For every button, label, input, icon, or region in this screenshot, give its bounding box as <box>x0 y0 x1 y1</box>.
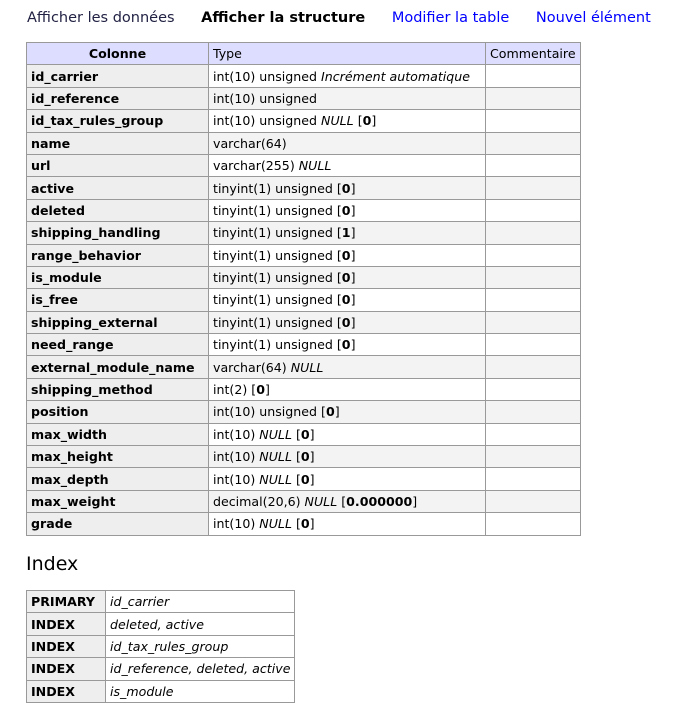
index-type: INDEX <box>27 613 106 635</box>
default-value: 0 <box>300 449 310 465</box>
type-extra: Incrément automatique <box>321 68 471 84</box>
column-type <box>209 87 486 109</box>
default-value: 0 <box>341 180 351 196</box>
type-text: tinyint(1) unsigned <box>213 247 333 263</box>
column-type: tinyint(1) unsigned [0] <box>209 311 486 333</box>
header-column: Colonne <box>27 43 209 65</box>
show-data-link[interactable]: Afficher les données <box>27 10 175 26</box>
default-value: 0 <box>341 337 351 353</box>
table-row <box>27 87 581 109</box>
column-comment <box>486 356 581 378</box>
column-type: int(10) NULL [0] <box>209 468 486 490</box>
column-comment <box>486 154 581 176</box>
column-type: int(2) [0] <box>209 378 486 400</box>
table-row <box>27 468 581 490</box>
column-name <box>27 132 209 154</box>
column-name <box>27 378 209 400</box>
index-row <box>27 658 295 680</box>
column-name-text: name <box>31 135 71 151</box>
alter-table-link[interactable]: Modifier la table <box>391 10 510 26</box>
column-type: tinyint(1) unsigned [0] <box>209 244 486 266</box>
default-value: 0 <box>300 426 310 442</box>
type-text: varchar(64) <box>213 359 287 375</box>
column-name <box>27 468 209 490</box>
type-text: int(10) <box>213 426 256 442</box>
table-nav <box>27 10 673 26</box>
column-name-text: url <box>31 158 51 174</box>
type-extra: NULL <box>298 158 332 174</box>
column-type <box>209 132 486 154</box>
column-comment <box>486 401 581 423</box>
column-type: tinyint(1) unsigned [0] <box>209 199 486 221</box>
index-table <box>26 590 295 703</box>
default-value: 0 <box>362 113 372 129</box>
table-row <box>27 266 581 288</box>
column-type: tinyint(1) unsigned [0] <box>209 334 486 356</box>
column-comment <box>486 289 581 311</box>
structure-header-row <box>27 43 581 65</box>
index-columns <box>106 635 295 657</box>
column-comment <box>486 177 581 199</box>
column-name-text: id_tax_rules_group <box>31 113 164 129</box>
new-item-link[interactable]: Nouvel élément <box>535 10 651 26</box>
column-type <box>209 65 486 87</box>
column-comment <box>486 513 581 535</box>
column-name-text: shipping_method <box>31 382 153 398</box>
column-name-text: external_module_name <box>31 359 195 375</box>
column-type: int(10) unsigned [0] <box>209 401 486 423</box>
column-name-text: shipping_handling <box>31 225 161 241</box>
type-text: tinyint(1) unsigned <box>213 225 333 241</box>
type-text: tinyint(1) unsigned <box>213 270 333 286</box>
type-text: varchar(64) <box>213 135 287 151</box>
column-name <box>27 199 209 221</box>
table-row <box>27 222 581 244</box>
type-extra: NULL <box>259 516 292 532</box>
column-name-text: is_module <box>31 270 102 286</box>
table-row <box>27 446 581 468</box>
index-columns <box>106 613 295 635</box>
default-value: 0.000000 <box>346 494 413 509</box>
column-name <box>27 110 209 132</box>
default-value: 0 <box>300 516 310 532</box>
type-text: tinyint(1) unsigned <box>213 314 333 330</box>
index-heading: Index <box>26 553 79 575</box>
column-comment <box>486 65 581 87</box>
type-extra: NULL <box>304 494 338 509</box>
type-text: varchar(255) <box>213 158 295 174</box>
index-columns-text: id_tax_rules_group <box>110 638 229 654</box>
table-row <box>27 401 581 423</box>
table-row <box>27 378 581 400</box>
column-comment <box>486 334 581 356</box>
table-row <box>27 289 581 311</box>
column-name <box>27 266 209 288</box>
default-value: 0 <box>325 404 335 420</box>
column-name-text: is_free <box>31 292 78 308</box>
column-comment <box>486 490 581 512</box>
column-comment <box>486 311 581 333</box>
type-text: tinyint(1) unsigned <box>213 292 333 308</box>
column-name <box>27 289 209 311</box>
column-name-text: id_reference <box>31 90 120 106</box>
column-name <box>27 513 209 535</box>
table-row <box>27 132 581 154</box>
index-row <box>27 680 295 702</box>
column-type: tinyint(1) unsigned [0] <box>209 289 486 311</box>
column-name-text: need_range <box>31 337 114 353</box>
table-row <box>27 311 581 333</box>
structure-table <box>26 42 581 536</box>
type-extra: NULL <box>259 449 292 465</box>
index-columns <box>106 680 295 702</box>
column-type: int(10) unsigned NULL [0] <box>209 110 486 132</box>
column-comment <box>486 468 581 490</box>
type-extra: NULL <box>259 471 292 487</box>
column-comment <box>486 87 581 109</box>
table-row <box>27 177 581 199</box>
index-columns-text: is_module <box>110 683 174 699</box>
type-text: int(10) unsigned <box>213 113 318 129</box>
default-value: 0 <box>341 247 351 263</box>
column-type: tinyint(1) unsigned [1] <box>209 222 486 244</box>
column-name-text: max_depth <box>31 471 109 487</box>
column-name <box>27 356 209 378</box>
index-type: INDEX <box>27 680 106 702</box>
column-comment <box>486 110 581 132</box>
column-type <box>209 356 486 378</box>
header-type: Type <box>209 43 486 65</box>
column-name-text: max_width <box>31 426 107 442</box>
index-type: INDEX <box>27 635 106 657</box>
type-text: int(10) <box>213 516 256 532</box>
type-text: int(10) unsigned <box>213 404 318 420</box>
column-comment <box>486 446 581 468</box>
column-name-text: max_weight <box>31 494 116 509</box>
type-extra: NULL <box>290 359 324 375</box>
column-name <box>27 490 209 512</box>
column-name-text: active <box>31 180 75 196</box>
column-comment <box>486 423 581 445</box>
table-row <box>27 199 581 221</box>
column-name <box>27 177 209 199</box>
index-columns <box>106 591 295 613</box>
column-name <box>27 423 209 445</box>
type-text: tinyint(1) unsigned <box>213 337 333 353</box>
column-name <box>27 244 209 266</box>
column-comment <box>486 378 581 400</box>
table-row <box>27 244 581 266</box>
index-type: PRIMARY <box>27 591 106 613</box>
index-row <box>27 635 295 657</box>
column-type <box>209 154 486 176</box>
default-value: 0 <box>341 270 351 286</box>
type-text: int(10) unsigned <box>213 68 318 84</box>
table-row <box>27 154 581 176</box>
column-name <box>27 446 209 468</box>
index-row <box>27 613 295 635</box>
table-row <box>27 490 581 512</box>
type-text: int(10) <box>213 471 256 487</box>
column-type: int(10) NULL [0] <box>209 423 486 445</box>
index-columns-text: id_carrier <box>110 594 170 610</box>
index-type: INDEX <box>27 658 106 680</box>
type-extra: NULL <box>321 113 354 129</box>
column-comment <box>486 199 581 221</box>
default-value: 0 <box>341 202 351 218</box>
default-value: 0 <box>341 292 351 308</box>
column-name <box>27 311 209 333</box>
table-row <box>27 334 581 356</box>
type-text: int(10) unsigned <box>213 90 318 106</box>
table-row <box>27 65 581 87</box>
table-row <box>27 356 581 378</box>
column-name-text: range_behavior <box>31 247 141 263</box>
column-comment <box>486 132 581 154</box>
index-columns <box>106 658 295 680</box>
column-name <box>27 401 209 423</box>
column-name <box>27 87 209 109</box>
column-type: int(10) NULL [0] <box>209 513 486 535</box>
column-name <box>27 334 209 356</box>
column-comment <box>486 244 581 266</box>
default-value: 0 <box>256 382 265 398</box>
type-text: decimal(20,6) <box>213 494 301 509</box>
default-value: 1 <box>341 225 351 241</box>
column-type: tinyint(1) unsigned [0] <box>209 177 486 199</box>
column-name <box>27 154 209 176</box>
type-text: int(10) <box>213 449 256 465</box>
index-row <box>27 591 295 613</box>
column-comment <box>486 222 581 244</box>
column-name <box>27 65 209 87</box>
column-name-text: shipping_external <box>31 314 158 330</box>
column-name <box>27 222 209 244</box>
index-columns-text: deleted, active <box>110 616 204 632</box>
type-extra: NULL <box>259 426 292 442</box>
header-comment: Commentaire <box>486 43 581 65</box>
type-text: tinyint(1) unsigned <box>213 180 333 196</box>
show-structure-link[interactable]: Afficher la structure <box>201 10 366 26</box>
column-name-text: grade <box>31 516 73 532</box>
column-name-text: position <box>31 404 89 420</box>
type-text: tinyint(1) unsigned <box>213 202 333 218</box>
column-name-text: id_carrier <box>31 68 99 84</box>
default-value: 0 <box>300 471 310 487</box>
type-text: int(2) <box>213 382 248 398</box>
table-row <box>27 423 581 445</box>
column-type: tinyint(1) unsigned [0] <box>209 266 486 288</box>
column-comment <box>486 266 581 288</box>
column-type: decimal(20,6) NULL [0.000000] <box>209 490 486 512</box>
column-name-text: deleted <box>31 202 85 218</box>
default-value: 0 <box>341 314 351 330</box>
column-name-text: max_height <box>31 449 113 465</box>
table-row <box>27 110 581 132</box>
index-columns-text: id_reference, deleted, active <box>110 661 291 677</box>
column-type: int(10) NULL [0] <box>209 446 486 468</box>
table-row <box>27 513 581 535</box>
